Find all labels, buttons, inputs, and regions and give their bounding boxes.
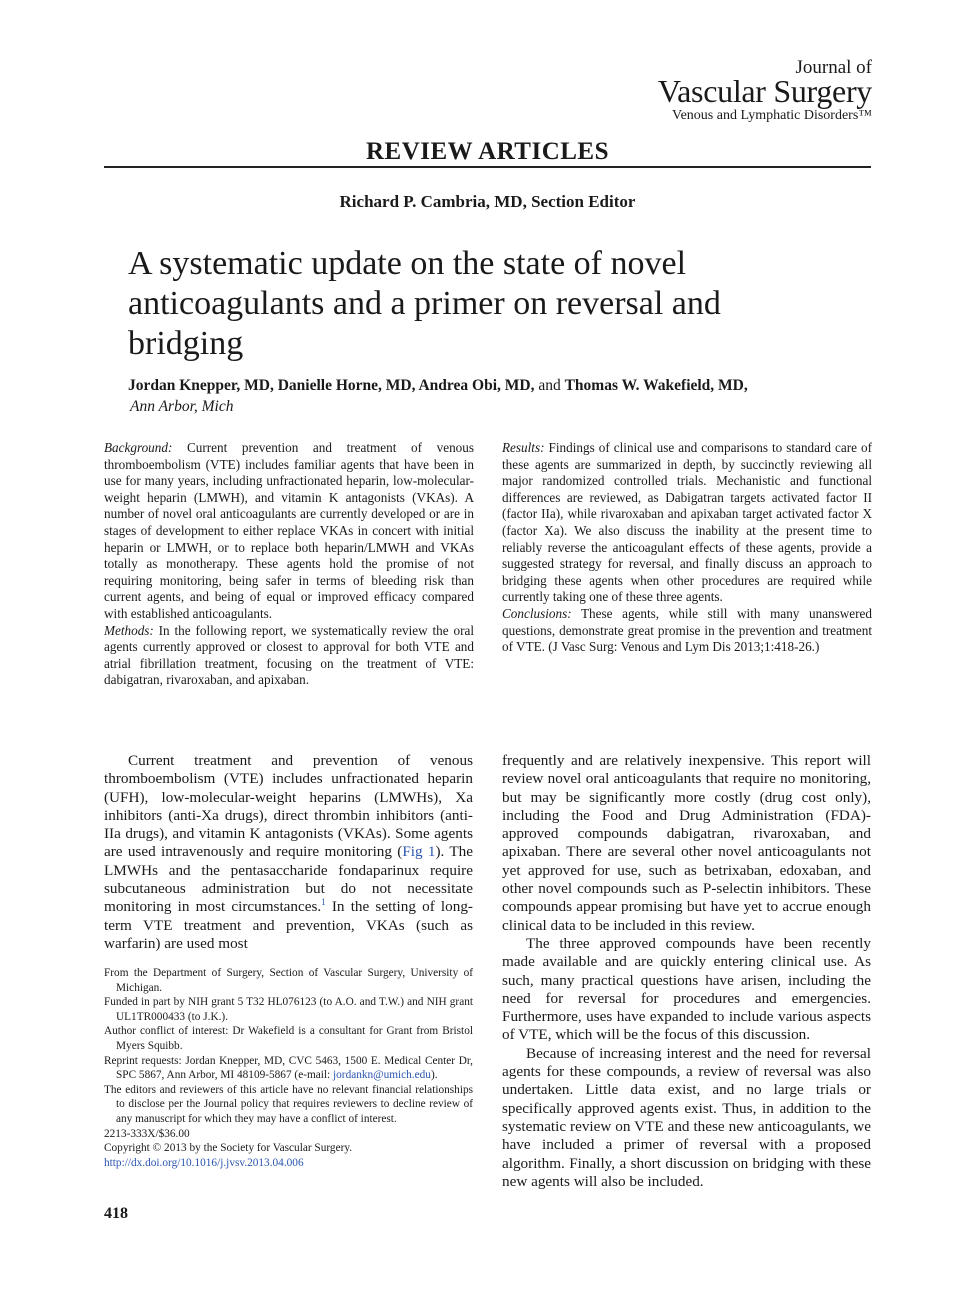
author-affiliation: Ann Arbor, Mich bbox=[130, 398, 234, 415]
abstract-background-label: Background: bbox=[104, 440, 173, 455]
journal-name-line3: Venous and Lymphatic Disorders™ bbox=[672, 108, 872, 123]
abstract-background-text: Current prevention and treatment of venous thromboembolism (VTE) includes familiar agents that have been in use for many years, including unfractionated heparin, low-molecular-weight heparin (LMWH), and vitamin K antagonists (VKAs). A number of novel oral anticoagulants are currently developed or are in stages of development to either replace VKAs in concert with initial heparin or LMWH, or to replace both heparin/LMWH and VKAs totally as monotherapy. These agents hold the promise of not requiring monitoring, being safer in terms of bleeding risk than current agents, and being of equal or improved efficacy compared with established anticoagulants. bbox=[104, 440, 474, 621]
body-paragraph-4: Because of increasing interest and the need for reversal agents for these compounds, a review of reversal was also undertaken. Little data exist, and no large trials or specifically approved agents exist. Thus, in addition to the systematic review on VTE and these new anticoagulants, we have included a primer of reversal with a proposed algorithm. Finally, a short discussion on bridging with these new agents will also be included. bbox=[502, 1044, 871, 1190]
abstract-results bbox=[502, 440, 872, 606]
abstract-results-text: Findings of clinical use and comparisons to standard care of these agents are summarized in depth, by succinctly reviewing all major randomized controlled trials. Mechanistic and functional differences are reviewed, as Dabigatran targets activated factor II (factor IIa), while rivaroxaban and apixaban target activated factor X (factor Xa). We also discuss the inability at the present time to reliably reverse the anticoagulant effects of these agents, provide a suggested strategy for reversal, and finally discuss an approach to bridging these agents when other procedures are required while currently taking one of these three agents. bbox=[502, 440, 872, 605]
authors-main: Jordan Knepper, MD, Danielle Horne, MD, Andrea Obi, MD, bbox=[128, 377, 535, 394]
abstract-right-column bbox=[502, 440, 872, 656]
doi-link[interactable]: http://dx.doi.org/10.1016/j.jvsv.2013.04.006 bbox=[104, 1156, 304, 1169]
footnote-conflict: Author conflict of interest: Dr Wakefield is a consultant for Grant from Bristol Myers Squibb. bbox=[104, 1025, 473, 1052]
abstract-left-column bbox=[104, 440, 474, 689]
body-p1-part-b: ). The LMWHs and the pentasaccharide fondaparinux require subcutaneous administration but do not necessitate monitoring in most circumstances. bbox=[104, 843, 473, 916]
reference-link[interactable]: 1 bbox=[321, 897, 326, 908]
authors-last: Thomas W. Wakefield, MD, bbox=[564, 377, 748, 394]
author-list bbox=[128, 377, 748, 395]
footnote-editors: The editors and reviewers of this article have no relevant financial relationships to disclose per the Journal policy that requires reviewers to decline review of any manuscript for which they may have a conflict of interest. bbox=[104, 1083, 473, 1125]
journal-name-line1: Journal of bbox=[795, 57, 872, 78]
abstract-methods-label: Methods: bbox=[104, 622, 154, 638]
article-footnotes bbox=[104, 966, 473, 1170]
footnote-reprint bbox=[104, 1054, 473, 1083]
footnote-issn: 2213-333X/$36.00 bbox=[104, 1127, 190, 1140]
journal-name-line2: Vascular Surgery bbox=[657, 73, 872, 109]
abstract-results-label: Results: bbox=[502, 440, 545, 455]
article-title: A systematic update on the state of novel anticoagulants and a primer on reversal and bridging bbox=[128, 245, 721, 362]
figure-link[interactable]: Fig 1 bbox=[402, 843, 436, 861]
abstract-methods-text: In the following report, we systematically review the oral agents currently approved or closest to approval for both VTE and atrial fibrillation treatment, focusing on the treatment of VTE: dabigatran, rivaroxaban, and apixaban. bbox=[104, 622, 474, 688]
body-paragraph-1 bbox=[104, 752, 473, 953]
authors-and: and bbox=[534, 377, 565, 394]
body-right-column bbox=[502, 752, 871, 1191]
footnote-funding: Funded in part by NIH grant 5 T32 HL076123 (to A.O. and T.W.) and NIH grant UL1TR000433 (to J.K.). bbox=[104, 996, 473, 1023]
footnote-from: From the Department of Surgery, Section of Vascular Surgery, University of Michigan. bbox=[104, 967, 473, 994]
body-left-column bbox=[104, 752, 473, 953]
body-paragraph-2: frequently and are relatively inexpensive. This report will review novel oral anticoagulants that require no monitoring, but may be significantly more costly (drug cost only), including the Food and Drug Administration (FDA)-approved compounds dabigatran, rivaroxaban, and apixaban. There are several other novel anticoagulants not yet approved for use, such as betrixaban, edoxaban, and other novel compounds such as P-selectin inhibitors. These compounds appear promising but have yet to accrue enough clinical data to be included in this review. bbox=[502, 752, 871, 934]
reprint-text: Reprint requests: Jordan Knepper, MD, CVC 5463, 1500 E. Medical Center Dr, SPC 5867, Ann Arbor, MI 48109-5867 (e-mail: bbox=[104, 1054, 473, 1082]
abstract-conclusions-text: These agents, while still with many unanswered questions, demonstrate great promise in the prevention and treatment of VTE. (J Vasc Surg: Venous and Lym Dis 2013;1:418-26.) bbox=[502, 605, 872, 655]
section-heading: REVIEW ARTICLES bbox=[365, 138, 610, 165]
section-divider bbox=[104, 166, 871, 168]
body-paragraph-3: The three approved compounds have been recently made available and are quickly entering clinical use. As such, many practical questions have arisen, including the need for reversal for procedures and emergencies. Furthermore, uses have expanded to include various aspects of VTE, which will be the focus of this discussion. bbox=[502, 934, 871, 1044]
email-link[interactable]: jordankn@umich.edu bbox=[333, 1069, 431, 1082]
abstract-conclusions-label: Conclusions: bbox=[502, 605, 572, 621]
reprint-end: ). bbox=[430, 1069, 438, 1082]
section-editor: Richard P. Cambria, MD, Section Editor bbox=[339, 192, 636, 211]
abstract-conclusions bbox=[502, 606, 872, 656]
abstract-background bbox=[104, 440, 474, 623]
page-number: 418 bbox=[104, 1205, 128, 1222]
abstract-methods bbox=[104, 623, 474, 689]
body-p1-part-c: In the setting of long-term VTE treatment and prevention, VKAs (such as warfarin) are used most bbox=[104, 898, 473, 952]
footnote-copyright: Copyright © 2013 by the Society for Vascular Surgery. bbox=[104, 1142, 353, 1155]
body-p1-part-a: Current treatment and prevention of venous thromboembolism (VTE) includes unfractionated heparin (UFH), low-molecular-weight heparins (LMWHs), Xa inhibitors (anti-Xa drugs), direct thrombin inhibitors (anti-IIa drugs), and vitamin K antagonists (VKAs). Some agents are used intravenously and require monitoring ( bbox=[104, 752, 473, 861]
journal-logo bbox=[658, 58, 872, 123]
